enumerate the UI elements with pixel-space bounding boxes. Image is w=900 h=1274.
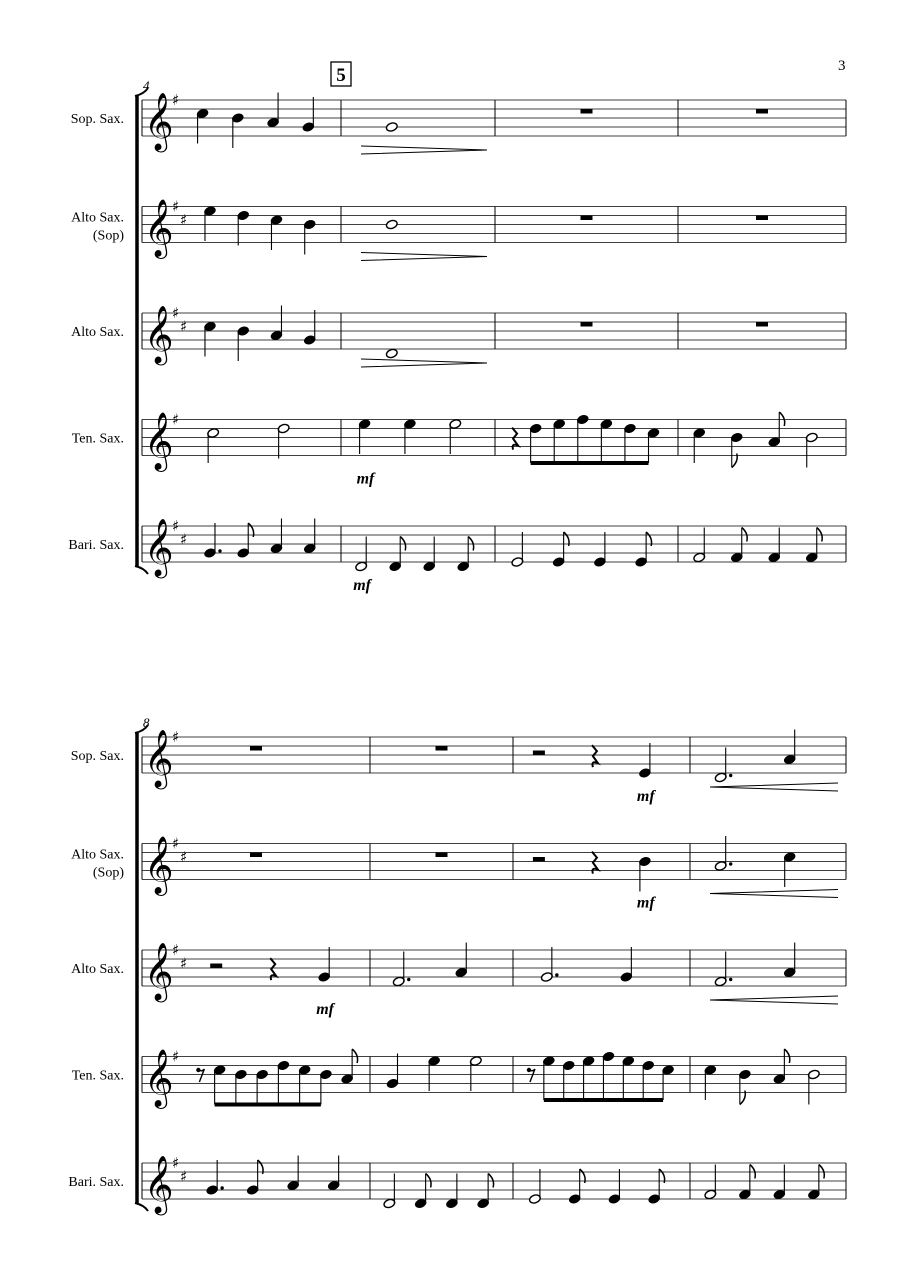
measure <box>533 743 656 805</box>
measure <box>207 423 290 463</box>
diminuendo-hairpin <box>361 146 487 154</box>
key-sharp: ♯ <box>172 304 180 322</box>
measure <box>581 322 593 327</box>
key-sharp: ♯ <box>180 954 188 973</box>
whole-rest <box>581 322 593 327</box>
key-sharp: ♯ <box>180 1167 188 1186</box>
treble-clef: 𝄞 <box>144 835 174 894</box>
eighth-flag <box>819 1165 824 1179</box>
measure <box>250 746 262 751</box>
measure <box>361 122 487 154</box>
measure <box>204 519 317 559</box>
score-systems <box>68 62 846 1216</box>
staff-1 <box>71 728 846 805</box>
key-sharp: ♯ <box>172 517 180 535</box>
treble-clef: 𝄞 <box>144 518 174 576</box>
whole-rest <box>436 746 448 751</box>
dynamic-marking: mf <box>636 788 655 805</box>
measure <box>436 746 448 751</box>
whole-rest <box>756 109 768 114</box>
staff-5 <box>68 517 846 594</box>
treble-clef: 𝄞 <box>144 92 174 150</box>
notehead <box>385 122 398 133</box>
eighth-flag <box>400 537 405 551</box>
instrument-label: Sop. Sax. <box>70 749 124 764</box>
instrument-label: Alto Sax. <box>71 962 124 977</box>
instrument-label: (Sop) <box>92 228 124 244</box>
whole-rest <box>756 216 768 221</box>
measure <box>353 537 473 595</box>
measure <box>710 730 838 792</box>
measure <box>383 1174 494 1209</box>
augmentation-dot <box>729 862 732 865</box>
eighth-flag <box>426 1174 431 1188</box>
whole-rest <box>581 216 593 221</box>
measure <box>704 1049 820 1105</box>
measure <box>386 1054 482 1092</box>
treble-clef: 𝄞 <box>144 198 174 257</box>
key-sharp: ♯ <box>172 197 180 216</box>
whole-rest <box>250 746 262 751</box>
treble-clef: 𝄞 <box>144 729 174 787</box>
treble-clef: 𝄞 <box>144 1048 174 1107</box>
eighth-flag <box>750 1165 755 1179</box>
measure <box>250 853 262 858</box>
measure <box>392 943 467 987</box>
half-rest <box>533 857 545 862</box>
staff-3 <box>71 941 846 1018</box>
key-sharp: ♯ <box>180 211 188 229</box>
measure <box>204 206 317 255</box>
measure <box>693 528 822 563</box>
measure <box>710 836 838 898</box>
eighth-flag <box>779 412 784 426</box>
measure-number: 8 <box>143 715 150 730</box>
instrument-label: Bari. Sax. <box>68 1175 124 1190</box>
half-rest <box>210 964 222 969</box>
staff-2 <box>71 198 846 261</box>
instrument-label: (Sop) <box>92 865 124 881</box>
staff-5 <box>68 1154 846 1216</box>
instrument-label: Alto Sax. <box>71 847 124 863</box>
treble-clef: 𝄞 <box>144 1155 174 1213</box>
instrument-label: Alto Sax. <box>71 325 124 340</box>
key-sharp: ♯ <box>172 410 180 429</box>
eighth-rest <box>198 1069 204 1082</box>
measure <box>210 947 335 1018</box>
dynamic-marking: mf <box>636 894 655 912</box>
instrument-label: Ten. Sax. <box>71 1068 124 1084</box>
instrument-label: Sop. Sax. <box>70 112 124 127</box>
whole-rest <box>756 322 768 327</box>
measure <box>710 943 838 1005</box>
augmentation-dot <box>729 978 732 981</box>
measure <box>361 219 487 260</box>
crescendo-hairpin <box>710 890 838 898</box>
eighth-rest <box>529 1069 535 1082</box>
key-sharp: ♯ <box>172 1154 180 1172</box>
treble-clef: 𝄞 <box>144 411 174 470</box>
whole-rest <box>436 853 448 858</box>
measure <box>756 322 768 327</box>
diminuendo-hairpin <box>361 359 487 367</box>
staff-3 <box>71 304 846 367</box>
augmentation-dot <box>407 978 410 981</box>
measure-number: 4 <box>143 78 150 93</box>
eighth-flag <box>352 1049 357 1063</box>
measure <box>581 216 593 221</box>
augmentation-dot <box>220 1186 223 1189</box>
key-sharp: ♯ <box>172 834 180 853</box>
dynamic-marking: mf <box>356 470 375 488</box>
instrument-label: Alto Sax. <box>71 210 124 226</box>
measure <box>361 348 487 367</box>
key-sharp: ♯ <box>172 728 180 746</box>
treble-clef: 𝄞 <box>144 942 174 1000</box>
notehead <box>385 348 398 359</box>
instrument-label: Bari. Sax. <box>68 538 124 553</box>
system-1 <box>68 62 846 594</box>
eighth-flag <box>488 1174 493 1188</box>
key-sharp: ♯ <box>180 317 188 336</box>
eighth-flag <box>742 528 747 542</box>
diminuendo-hairpin <box>361 253 487 261</box>
dynamic-marking: mf <box>316 1001 334 1018</box>
half-rest <box>533 751 545 756</box>
measure <box>693 412 818 468</box>
treble-clef: 𝄞 <box>144 305 174 363</box>
whole-rest <box>581 109 593 114</box>
key-sharp: ♯ <box>172 941 180 959</box>
instrument-label: Ten. Sax. <box>71 431 124 447</box>
notehead <box>385 219 398 230</box>
augmentation-dot <box>729 774 732 777</box>
augmentation-dot <box>555 973 558 976</box>
measure <box>196 1049 357 1105</box>
key-sharp: ♯ <box>172 91 180 109</box>
measure <box>756 216 768 221</box>
eighth-flag <box>817 528 822 542</box>
crescendo-hairpin <box>710 783 838 791</box>
measure <box>204 306 317 362</box>
crescendo-hairpin <box>710 996 838 1004</box>
staff-2 <box>71 835 846 912</box>
measure <box>581 109 593 114</box>
key-sharp: ♯ <box>180 848 188 866</box>
key-sharp: ♯ <box>172 1047 180 1066</box>
page-number: 3 <box>838 58 846 74</box>
measure <box>704 1165 824 1200</box>
measure <box>196 93 315 149</box>
staff-1 <box>71 91 846 154</box>
rehearsal-mark: 5 <box>336 65 346 86</box>
dynamic-marking: mf <box>353 577 371 594</box>
measure <box>756 109 768 114</box>
staff-4 <box>72 1048 846 1110</box>
staff-4 <box>72 411 846 488</box>
eighth-flag <box>468 537 473 551</box>
whole-rest <box>250 853 262 858</box>
measure <box>533 852 656 912</box>
measure <box>436 853 448 858</box>
key-sharp: ♯ <box>180 530 188 549</box>
eighth-flag <box>784 1049 789 1063</box>
measure <box>206 1156 340 1196</box>
system-2 <box>68 715 846 1216</box>
augmentation-dot <box>218 549 221 552</box>
